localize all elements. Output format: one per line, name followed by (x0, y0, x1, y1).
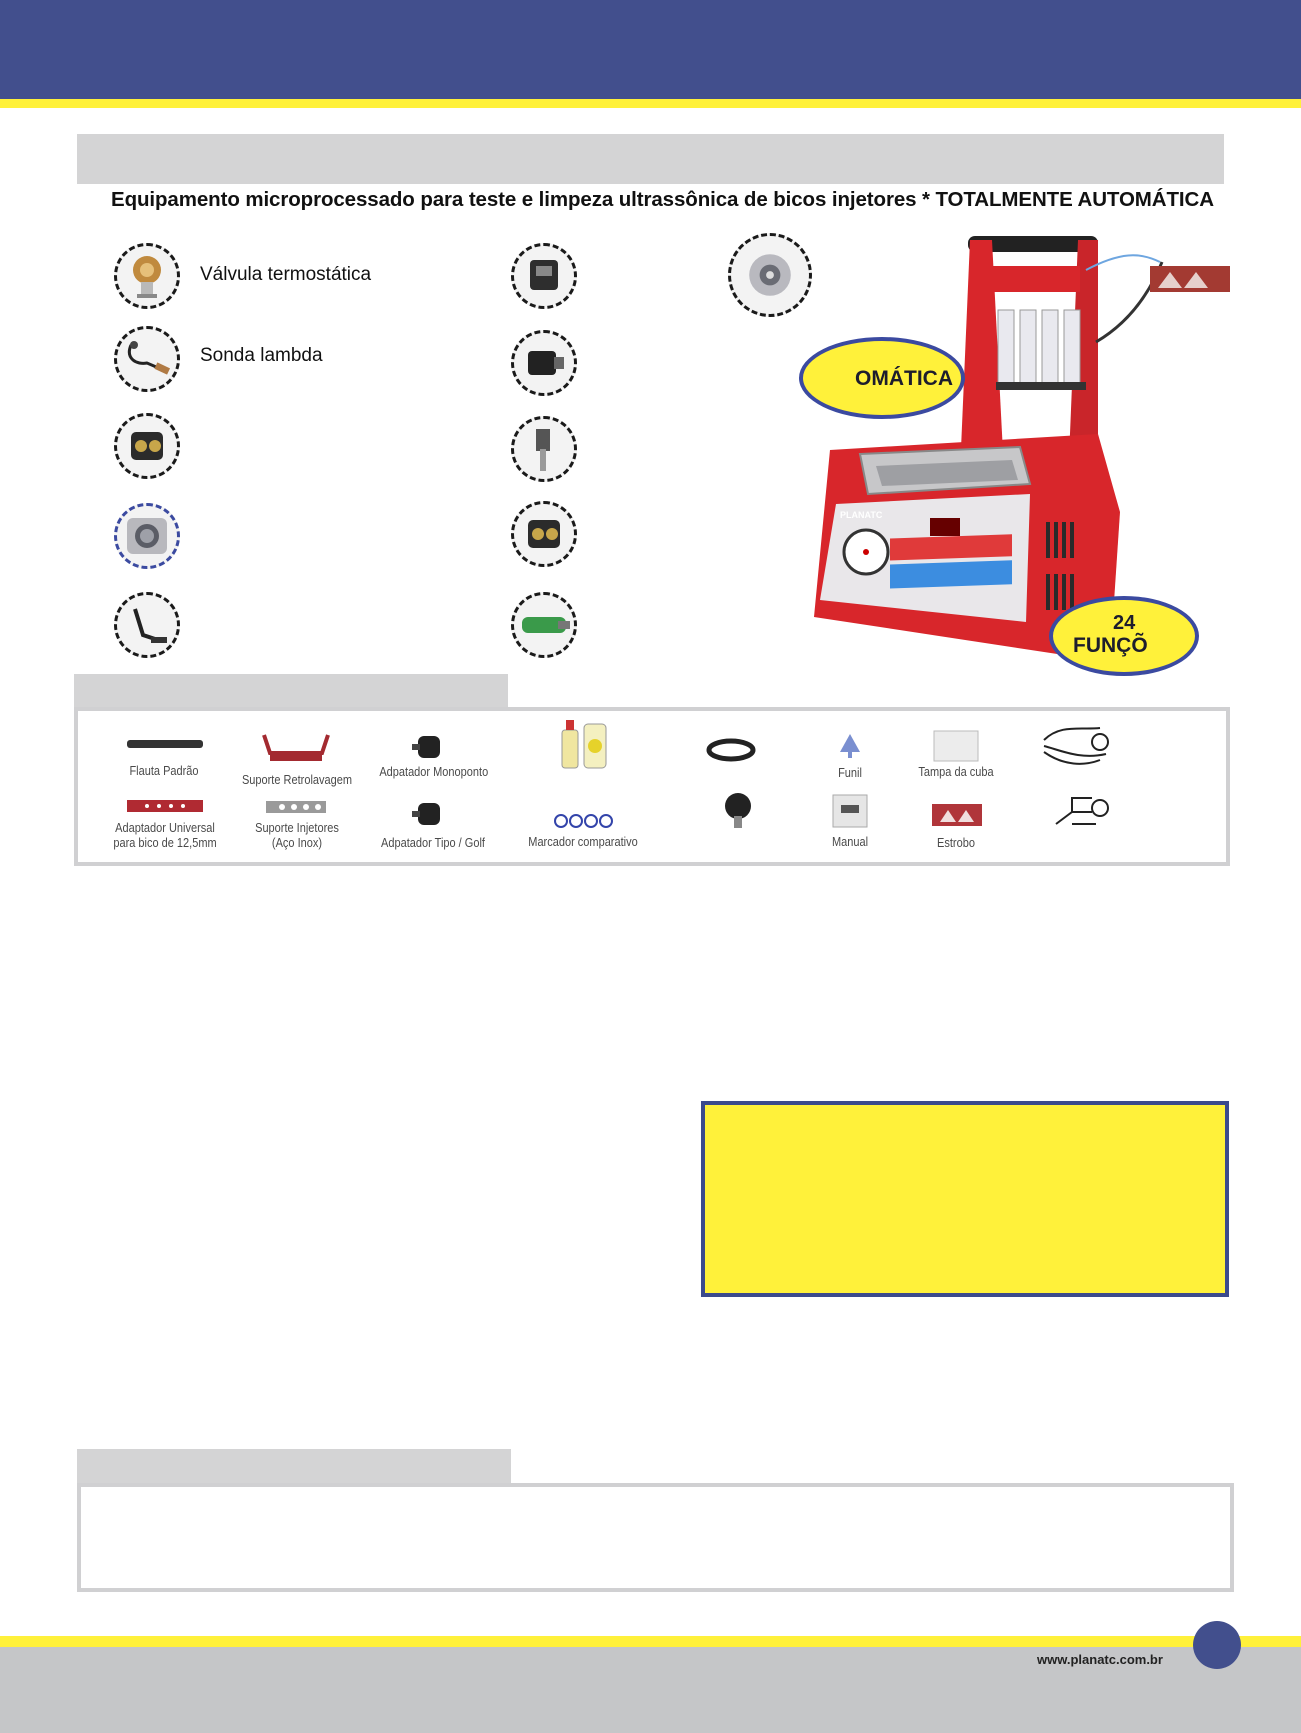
test-cables-icon (1052, 790, 1112, 834)
acc-label-monoponto: Adpatador Monoponto (379, 765, 489, 779)
header-bar (0, 0, 1301, 99)
backwash-support-icon (262, 733, 330, 765)
knob-icon (718, 790, 758, 830)
highlight-box (701, 1101, 1229, 1297)
bubble-functions-number: 24 (1113, 612, 1136, 634)
injector-support-icon (264, 797, 328, 817)
feature-label-lambda: Sonda lambda (200, 345, 323, 366)
monopoint-adapter-icon (412, 730, 448, 764)
acc-label-suporte-retro: Suporte Retrolavagem (241, 773, 353, 787)
acc-label-tipo-golf: Adpatador Tipo / Golf (381, 836, 485, 850)
accelerator-pedal-icon (114, 592, 180, 658)
injector-cables-icon (1040, 720, 1112, 770)
feature-label-thermostat: Válvula termostática (200, 264, 372, 285)
flute-icon (127, 737, 203, 751)
bubble-functions (1049, 596, 1199, 676)
accessories-title-band (74, 674, 508, 710)
acc-label-estrobo: Estrobo (937, 836, 975, 850)
acc-label-manual: Manual (831, 835, 869, 849)
footer-url[interactable]: www.planatc.com.br (1037, 1652, 1163, 1667)
thermostat-valve-icon (114, 243, 180, 309)
acc-label-marcador: Marcador comparativo (528, 835, 638, 849)
funnel-icon (838, 732, 862, 760)
fuel-injector-icon (511, 592, 577, 658)
acc-label-adaptador-universal: Adaptador Universal (115, 821, 215, 835)
title-band (77, 134, 1224, 184)
lambda-sensor-icon (114, 326, 180, 392)
manual-icon (829, 793, 871, 831)
bottom-panel (77, 1483, 1234, 1592)
cleaning-fluid-bottles-icon (558, 714, 610, 770)
idle-actuator-icon (511, 330, 577, 396)
throttle-body-icon (114, 503, 180, 569)
acc-label-flauta: Flauta Padrão (129, 764, 199, 778)
acc-label-suporte-injetores: Suporte Injetores (255, 821, 339, 835)
universal-adapter-icon (127, 798, 203, 814)
comparator-marker-icon (553, 813, 615, 829)
acc-label-funil: Funil (838, 766, 862, 780)
bubble-automatic (799, 337, 965, 419)
footer-stripe (0, 1636, 1301, 1647)
ignition-coil-icon (511, 501, 577, 567)
acc-label-suporte-injetores-sub: (Aço Inox) (271, 836, 323, 850)
hose-icon (706, 737, 756, 763)
bottom-title-band (77, 1449, 511, 1485)
machine-brand: PLANATC (840, 510, 883, 520)
bubble-automatic-text: OMÁTICA (855, 367, 953, 390)
headline: Equipamento microprocessado para teste e limpeza ultrassônica de bicos injetores * TOTALMENTE AUTOMÁTICA (111, 188, 1214, 211)
tank-lid-icon (930, 727, 982, 765)
ignition-coil-icon (114, 413, 180, 479)
acc-label-adaptador-universal-sub: para bico de 12,5mm (113, 836, 217, 850)
sensor-probe-icon (511, 416, 577, 482)
acc-label-tampa: Tampa da cuba (918, 765, 994, 779)
page-number-dot (1193, 1621, 1241, 1669)
header-stripe (0, 99, 1301, 108)
throttle-motor-icon (511, 243, 577, 309)
bubble-functions-text: FUNÇÕ (1073, 634, 1148, 657)
golf-adapter-icon (412, 799, 448, 831)
strobe-icon (930, 800, 984, 828)
